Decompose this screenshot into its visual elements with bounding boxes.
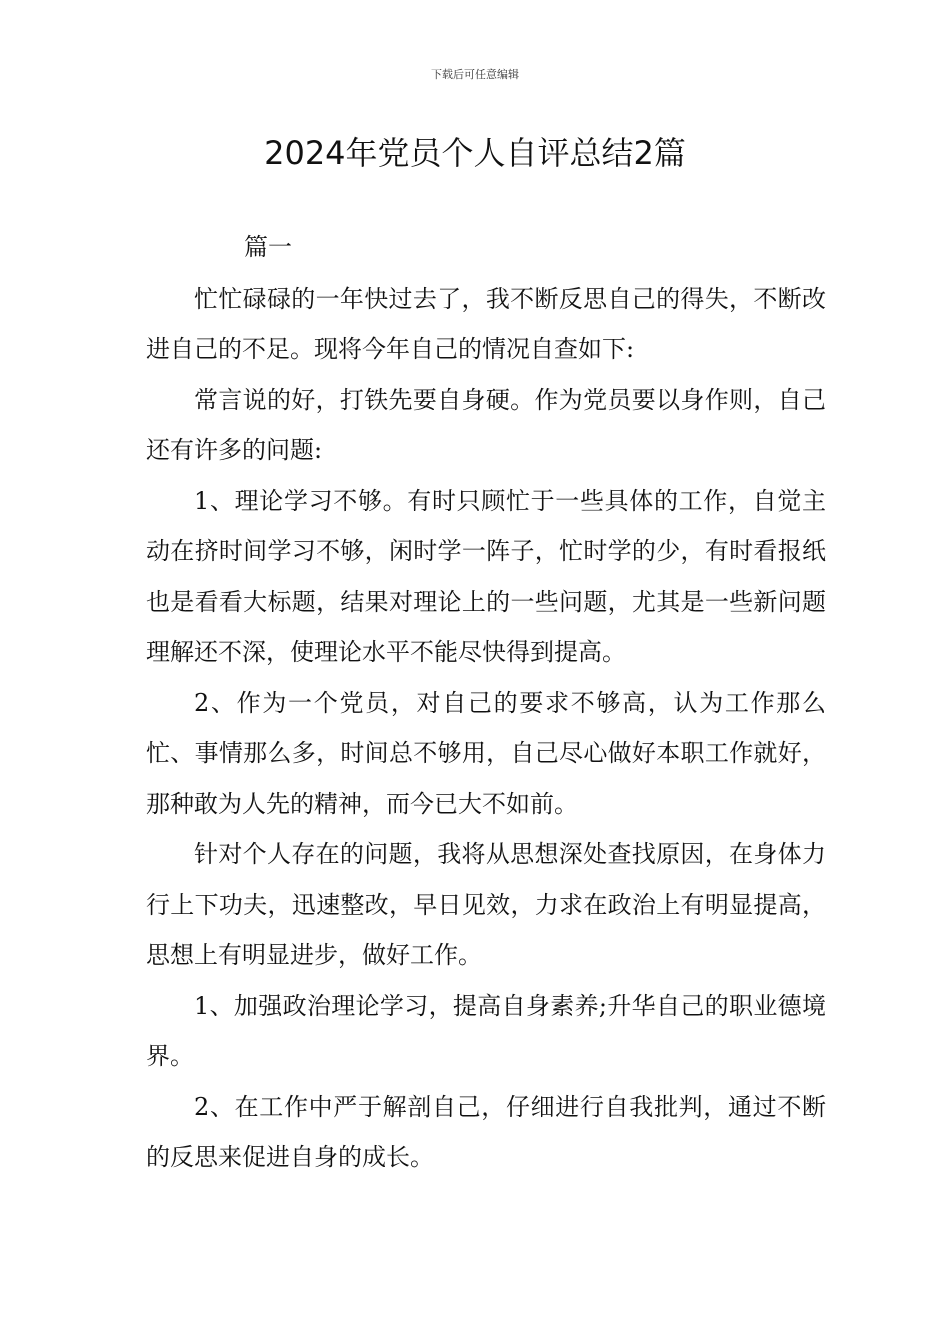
paragraph: 1、理论学习不够。有时只顾忙于一些具体的工作，自觉主动在挤时间学习不够，闲时学一阵子，忙时学的少，有时看报纸也是看看大标题，结果对理论上的一些问题，尤其是一些新问题理解还不深，使理论水平不能尽快得到提高。 (146, 486, 826, 666)
document-body (146, 222, 826, 1183)
paragraph: 1、加强政治理论学习，提高自身素养;升华自己的职业德境界。 (146, 991, 826, 1070)
paragraph: 忙忙碌碌的一年快过去了，我不断反思自己的得失，不断改进自己的不足。现将今年自己的情况自查如下: (146, 284, 826, 363)
document-title: 2024年党员个人自评总结2篇 (264, 134, 686, 172)
section-label: 篇一 (244, 233, 292, 261)
paragraph: 2、作为一个党员，对自己的要求不够高，认为工作那么忙、事情那么多，时间总不够用，自己尽心做好本职工作就好，那种敢为人先的精神，而今已大不如前。 (146, 688, 826, 818)
paragraph: 针对个人存在的问题，我将从思想深处查找原因，在身体力行上下功夫，迅速整改，早日见效，力求在政治上有明显提高，思想上有明显进步，做好工作。 (146, 840, 826, 969)
header-note: 下载后可任意编辑 (431, 68, 519, 81)
paragraph: 常言说的好，打铁先要自身硬。作为党员要以身作则，自己还有许多的问题: (146, 385, 826, 464)
paragraph: 2、在工作中严于解剖自己，仔细进行自我批判，通过不断的反思来促进自身的成长。 (146, 1092, 826, 1171)
